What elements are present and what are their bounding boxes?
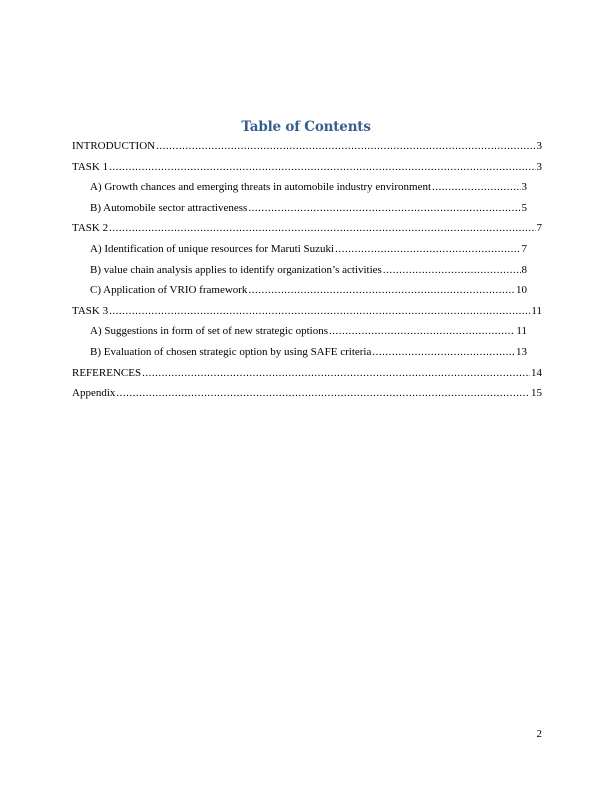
dot-leader bbox=[109, 304, 530, 319]
dot-leader bbox=[109, 221, 535, 236]
toc-entry-label: Appendix bbox=[72, 387, 116, 400]
toc-entry-page: 3 bbox=[521, 181, 527, 194]
toc-entry-task-3b[interactable] bbox=[72, 345, 527, 366]
toc-entry-label: B) Evaluation of chosen strategic option by using SAFE criteria bbox=[90, 345, 372, 358]
toc-entry-page: 8 bbox=[521, 263, 527, 276]
toc-entry-task-1[interactable] bbox=[72, 160, 542, 181]
dot-leader bbox=[248, 201, 520, 216]
toc-entry-task-2[interactable] bbox=[72, 221, 542, 242]
toc-entry-task-2c[interactable] bbox=[72, 283, 527, 304]
toc-entry-label: TASK 3 bbox=[72, 304, 109, 317]
toc-entry-page: 3 bbox=[536, 140, 542, 152]
dot-leader bbox=[142, 366, 530, 381]
toc-entry-task-2b[interactable] bbox=[72, 263, 527, 284]
toc-entry-page: 7 bbox=[521, 242, 527, 255]
dot-leader bbox=[335, 242, 520, 257]
dot-leader bbox=[109, 160, 535, 175]
toc-title: Table of Contents bbox=[241, 119, 371, 135]
toc-entry-task-1a[interactable] bbox=[72, 180, 527, 201]
toc-entry-label: A) Growth chances and emerging threats in automobile industry environment bbox=[90, 181, 432, 194]
toc-entry-appendix[interactable] bbox=[72, 386, 542, 407]
toc-entry-page: 11 bbox=[531, 304, 542, 317]
toc-entry-introduction[interactable] bbox=[72, 139, 542, 160]
dot-leader bbox=[329, 324, 515, 339]
toc-entry-task-2a[interactable] bbox=[72, 242, 527, 263]
toc-entry-page: 14 bbox=[531, 366, 542, 379]
toc-entry-label: B) Automobile sector attractiveness bbox=[90, 201, 248, 214]
toc-entry-task-1b[interactable] bbox=[72, 201, 527, 222]
toc-entry-references[interactable] bbox=[72, 366, 542, 387]
dot-leader bbox=[156, 139, 535, 154]
page-number: 2 bbox=[536, 728, 542, 740]
toc-entry-label: B) value chain analysis applies to identify organization’s activities bbox=[90, 263, 382, 276]
toc-entry-label: C) Application of VRIO framework bbox=[90, 284, 248, 297]
toc-entry-page: 7 bbox=[536, 222, 542, 235]
table-of-contents bbox=[72, 139, 542, 407]
dot-leader bbox=[372, 345, 515, 360]
toc-entry-label: TASK 2 bbox=[72, 222, 109, 235]
toc-entry-page: 13 bbox=[516, 345, 527, 358]
toc-entry-page: 3 bbox=[536, 160, 542, 173]
dot-leader bbox=[248, 283, 515, 298]
toc-entry-page: 11 bbox=[516, 325, 527, 338]
toc-entry-label: A) Suggestions in form of set of new strategic options bbox=[90, 325, 328, 338]
toc-entry-task-3[interactable] bbox=[72, 304, 542, 325]
toc-entry-task-3a[interactable] bbox=[72, 324, 527, 345]
toc-entry-page: 5 bbox=[521, 201, 527, 214]
toc-entry-page: 10 bbox=[516, 284, 527, 297]
toc-entry-label: A) Identification of unique resources for Maruti Suzuki bbox=[90, 242, 335, 255]
dot-leader bbox=[116, 386, 530, 401]
toc-entry-page: 15 bbox=[531, 387, 542, 400]
toc-entry-label: INTRODUCTION bbox=[72, 140, 156, 152]
dot-leader bbox=[383, 263, 521, 278]
dot-leader bbox=[432, 180, 520, 195]
toc-entry-label: REFERENCES bbox=[72, 366, 142, 379]
toc-entry-label: TASK 1 bbox=[72, 160, 109, 173]
